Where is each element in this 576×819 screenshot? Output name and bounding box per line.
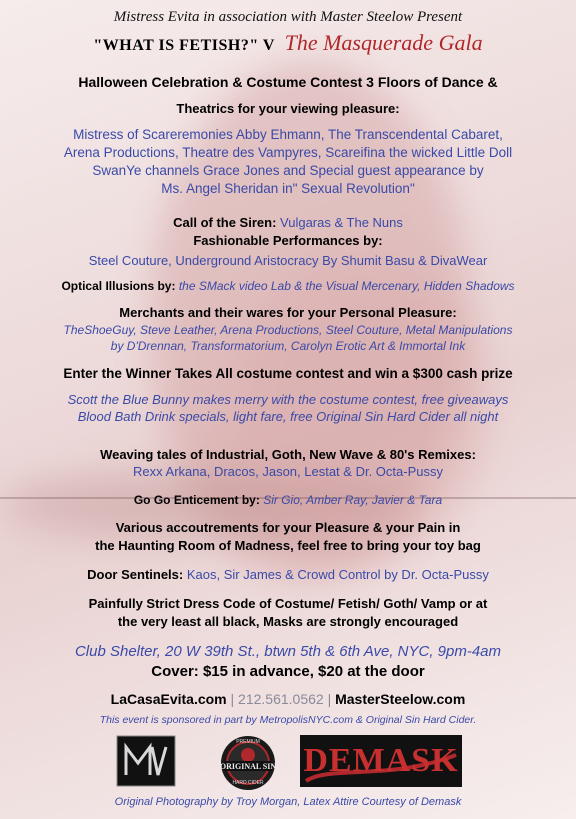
performers-line-3: SwanYe channels Grace Jones and Special guest appearance by [92, 163, 484, 178]
contact-line [0, 690, 576, 708]
optical-label: Optical Illusions by: [61, 279, 176, 293]
venue-cover: Cover: $15 in advance, $20 at the door [151, 663, 425, 680]
door-line [0, 567, 576, 583]
siren-line [0, 215, 576, 231]
original-sin-top-text: PREMIUM [236, 739, 260, 745]
intro-line-2: Theatrics for your viewing pleasure: [176, 101, 400, 116]
gogo-value: Sir Gio, Amber Ray, Javier & Tara [263, 493, 443, 507]
contact-separator-2: | [327, 691, 332, 707]
original-sin-main-text: ORIGINAL SIN [219, 762, 277, 771]
original-sin-logo [220, 735, 276, 787]
presenters-line: Mistress Evita in association with Master Steelow Present [113, 9, 463, 25]
contest-headline: Enter the Winner Takes All costume contest and win a $300 cash prize [63, 366, 513, 381]
siren-value: Vulgaras & The Nuns [280, 215, 403, 230]
accoutrements-line-2: the Haunting Room of Madness, feel free to bring your toy bag [95, 538, 481, 553]
phone-number: 212.561.0562 [238, 691, 324, 707]
dress-code-line-2: the very least all black, Masks are strongly encouraged [117, 614, 459, 629]
optical-line [0, 278, 576, 294]
fashion-label: Fashionable Performances by: [193, 233, 383, 248]
optical-value: the SMack video Lab & the Visual Mercenary, Hidden Shadows [178, 279, 515, 293]
accoutrements-line-1: Various accoutrements for your Pleasure & your Pain in [115, 520, 461, 535]
performers-line-2: Arena Productions, Theatre des Vampyres, Scareifina the wicked Little Doll [63, 145, 513, 160]
gogo-line [0, 492, 576, 508]
merchants-line-2: by D'Drennan, Transformatorium, Carolyn Erotic Art & Immortal Ink [110, 339, 466, 353]
event-name: "WHAT IS FETISH?" V [93, 37, 275, 54]
contest-line-2: Blood Bath Drink specials, light fare, free Original Sin Hard Cider all night [77, 409, 499, 424]
mv-logo [116, 735, 176, 787]
photo-credit: Original Photography by Troy Morgan, Latex Attire Courtesy of Demask [114, 796, 462, 808]
performers-line-4: Ms. Angel Sheridan in" Sexual Revolution" [161, 181, 415, 196]
intro-line-1: Halloween Celebration & Costume Contest 3 Floors of Dance & [78, 74, 498, 90]
siren-label: Call of the Siren: [173, 215, 277, 230]
dress-code-line-1: Painfully Strict Dress Code of Costume/ Fetish/ Goth/ Vamp or at [88, 596, 488, 611]
contact-separator-1: | [230, 691, 235, 707]
original-sin-bottom-text: HARD CIDER [232, 780, 264, 786]
website-mastersteelow[interactable]: MasterSteelow.com [335, 691, 466, 707]
fashion-value: Steel Couture, Underground Aristocracy By Shumit Basu & DivaWear [88, 253, 488, 268]
sponsor-line: This event is sponsored in part by MetropolisNYC.com & Original Sin Hard Cider. [99, 714, 477, 726]
performers-line-1: Mistress of Scareremonies Abby Ehmann, The Transcendental Cabaret, [73, 127, 503, 142]
merchants-label: Merchants and their wares for your Personal Pleasure: [119, 305, 457, 320]
mv-logo-graphic [116, 735, 176, 787]
door-value: Kaos, Sir James & Crowd Control by Dr. Octa-Pussy [186, 567, 489, 582]
event-subtitle: The Masquerade Gala [284, 30, 483, 55]
merchants-line-1: TheShoeGuy, Steve Leather, Arena Productions, Steel Couture, Metal Manipulations [63, 323, 513, 337]
music-value: Rexx Arkana, Dracos, Jason, Lestat & Dr. Octa-Pussy [133, 464, 443, 479]
venue-address: Club Shelter, 20 W 39th St., btwn 5th & 6th Ave, NYC, 9pm-4am [74, 643, 502, 660]
music-label: Weaving tales of Industrial, Goth, New Wave & 80's Remixes: [100, 447, 476, 462]
demask-logo [300, 735, 462, 787]
contest-line-1: Scott the Blue Bunny makes merry with the costume contest, free giveaways [67, 392, 509, 407]
door-label: Door Sentinels: [87, 567, 184, 582]
website-lacasaevita[interactable]: LaCasaEvita.com [110, 691, 227, 707]
event-title-line [0, 30, 576, 55]
gogo-label: Go Go Enticement by: [133, 493, 260, 507]
demask-logo-text: DEMASK [303, 742, 459, 779]
